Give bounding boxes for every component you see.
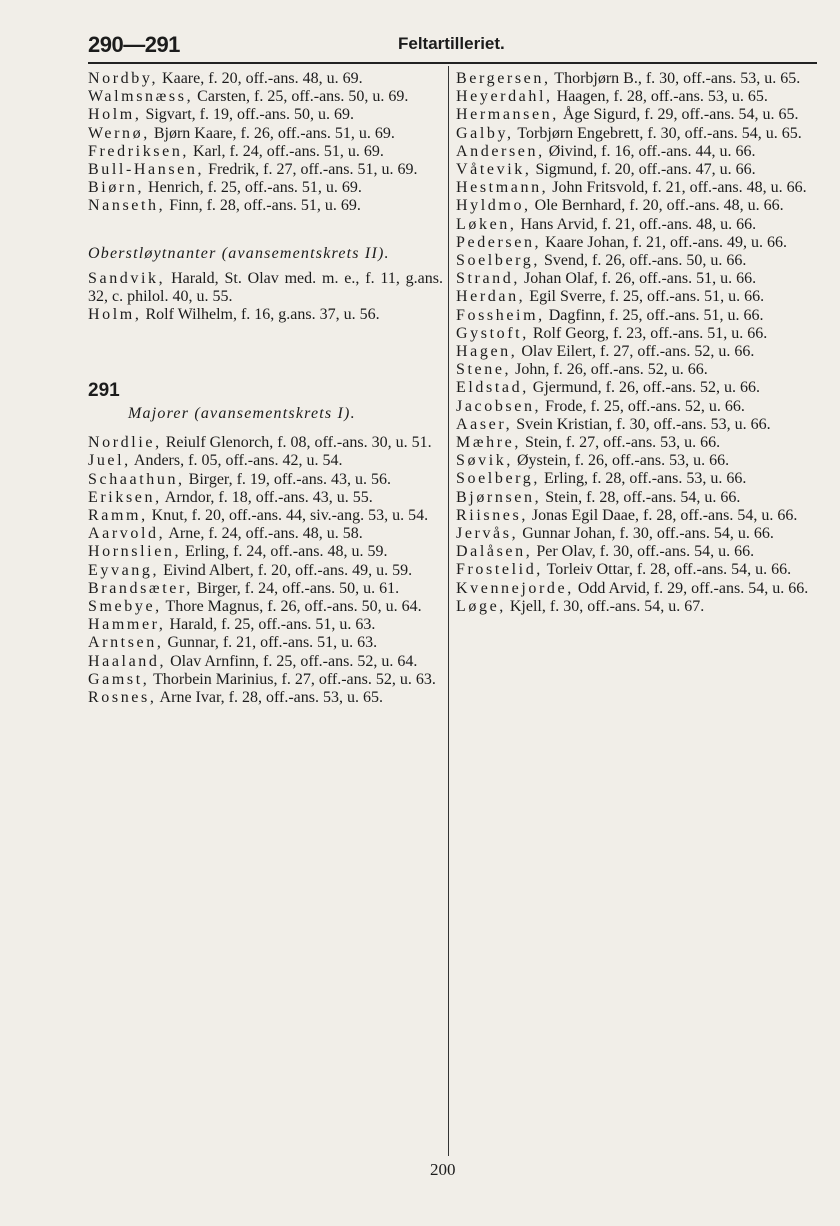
entry-surname: Løken, <box>456 215 517 233</box>
entry-surname: Ramm, <box>88 507 148 525</box>
entry-details: Birger, f. 24, off.-ans. 50, u. 61. <box>192 579 400 597</box>
list-item <box>88 161 443 179</box>
list-item <box>456 580 813 598</box>
entry-details: Rolf Wilhelm, f. 16, g.ans. 37, u. 56. <box>141 306 380 324</box>
entry-details: Haagen, f. 28, off.-ans. 53, u. 65. <box>552 88 768 106</box>
entry-surname: Stene, <box>456 361 512 379</box>
list-item <box>88 525 443 543</box>
entry-details: Svein Kristian, f. 30, off.-ans. 53, u. 66. <box>512 415 771 433</box>
list-item <box>456 252 813 270</box>
entry-details: Øivind, f. 16, off.-ans. 44, u. 66. <box>544 142 756 160</box>
entry-details: Gunnar Johan, f. 30, off.-ans. 54, u. 66. <box>518 525 774 543</box>
list-item <box>456 343 813 361</box>
list-item <box>456 398 813 416</box>
entry-details: Jonas Egil Daae, f. 28, off.-ans. 54, u. 66. <box>527 506 798 524</box>
list-item <box>456 598 813 616</box>
entry-surname: Nordlie, <box>88 434 162 452</box>
entry-surname: Biørn, <box>88 179 145 197</box>
list-item <box>88 179 443 197</box>
list-item <box>88 471 443 489</box>
entry-surname: Hammer, <box>88 616 166 634</box>
list-item <box>456 179 813 197</box>
entry-surname: Holm, <box>88 106 142 124</box>
list-item <box>456 561 813 579</box>
list-item <box>456 143 813 161</box>
entry-surname: Pedersen, <box>456 233 542 251</box>
entry-details: Torbjørn Engebrett, f. 30, off.-ans. 54, u. 65. <box>513 124 802 142</box>
left-column <box>88 70 443 707</box>
list-item <box>88 452 443 470</box>
entry-surname: Nanseth, <box>88 197 166 215</box>
entry-surname: Herdan, <box>456 288 526 306</box>
entry-list-majorer <box>88 434 443 707</box>
entry-surname: Andersen, <box>456 142 545 160</box>
entry-details: Arndor, f. 18, off.-ans. 43, u. 55. <box>161 488 373 506</box>
column-divider <box>448 66 449 1156</box>
entry-surname: Jervås, <box>456 525 519 543</box>
entry-details: Olav Arnfinn, f. 25, off.-ans. 52, u. 64. <box>166 652 418 670</box>
entry-details: Harald, St. Olav med. m. e., f. 11, g.ans. 32, c. philol. 40, u. 55. <box>88 269 443 305</box>
entry-surname: Hornslien, <box>88 543 182 561</box>
page-folio: 200 <box>430 1160 456 1179</box>
entry-list-right <box>456 70 813 616</box>
entry-details: Fredrik, f. 27, off.-ans. 51, u. 69. <box>204 161 418 179</box>
entry-surname: Holm, <box>88 306 142 324</box>
entry-details: Hans Arvid, f. 21, off.-ans. 48, u. 66. <box>516 215 757 233</box>
entry-details: Frode, f. 25, off.-ans. 52, u. 66. <box>541 397 745 415</box>
entry-surname: Brandsæter, <box>88 579 193 597</box>
entry-details: Gjermund, f. 26, off.-ans. 52, u. 66. <box>528 379 761 397</box>
entry-surname: Aaser, <box>456 415 513 433</box>
entry-details: Kjell, f. 30, off.-ans. 54, u. 67. <box>505 597 705 615</box>
entry-details: Bjørn Kaare, f. 26, off.-ans. 51, u. 69. <box>149 124 395 142</box>
list-item <box>456 379 813 397</box>
entry-details: Stein, f. 27, off.-ans. 53, u. 66. <box>520 434 721 452</box>
entry-details: Erling, f. 24, off.-ans. 48, u. 59. <box>181 543 388 561</box>
entry-surname: Aarvold, <box>88 525 166 543</box>
entry-details: Sigmund, f. 20, off.-ans. 47, u. 66. <box>531 161 756 179</box>
entry-details: Arne Ivar, f. 28, off.-ans. 53, u. 65. <box>156 689 384 707</box>
entry-surname: Galby, <box>456 124 514 142</box>
entry-details: Arne, f. 24, off.-ans. 48, u. 58. <box>165 525 363 543</box>
entry-surname: Sandvik, <box>88 269 166 287</box>
entry-details: Reiulf Glenorch, f. 08, off.-ans. 30, u. 51. <box>161 434 432 452</box>
entry-surname: Walmsnæss, <box>88 88 194 106</box>
entry-details: Egil Sverre, f. 25, off.-ans. 51, u. 66. <box>525 288 765 306</box>
entry-details: Stein, f. 28, off.-ans. 54, u. 66. <box>541 488 741 506</box>
entry-details: Svend, f. 26, off.-ans. 50, u. 66. <box>540 252 747 270</box>
entry-surname: Schaathun, <box>88 470 185 488</box>
running-title: Feltartilleriet. <box>398 34 505 53</box>
entry-surname: Gamst, <box>88 670 150 688</box>
entry-details: Sigvart, f. 19, off.-ans. 50, u. 69. <box>141 106 355 124</box>
entry-details: Erling, f. 28, off.-ans. 53, u. 66. <box>540 470 747 488</box>
entry-details: Thorbein Marinius, f. 27, off.-ans. 52, u. 63. <box>149 670 436 688</box>
entry-surname: Fossheim, <box>456 306 545 324</box>
list-item <box>88 543 443 561</box>
list-item <box>456 197 813 215</box>
entry-details: Anders, f. 05, off.-ans. 42, u. 54. <box>130 452 343 470</box>
entry-details: Birger, f. 19, off.-ans. 43, u. 56. <box>184 470 391 488</box>
list-item <box>88 653 443 671</box>
entry-details: Kaare, f. 20, off.-ans. 48, u. 69. <box>158 70 363 87</box>
entry-details: Carsten, f. 25, off.-ans. 50, u. 69. <box>193 88 409 106</box>
entry-surname: Eyvang, <box>88 561 160 579</box>
entry-surname: Eriksen, <box>88 488 162 506</box>
section-heading-majorer: Majorer (avansementskrets I). <box>128 405 356 423</box>
list-item <box>456 361 813 379</box>
entry-details: Ole Bernhard, f. 20, off.-ans. 48, u. 66. <box>530 197 784 215</box>
entry-details: Rolf Georg, f. 23, off.-ans. 51, u. 66. <box>528 324 768 342</box>
page-number: 290—291 <box>88 32 180 57</box>
entry-surname: Hestmann, <box>456 179 549 197</box>
entry-surname: Soelberg, <box>456 470 540 488</box>
entry-surname: Heyerdahl, <box>456 88 553 106</box>
entry-surname: Rosnes, <box>88 689 157 707</box>
list-item <box>456 70 813 88</box>
list-item <box>456 88 813 106</box>
entry-details: Olav Eilert, f. 27, off.-ans. 52, u. 66. <box>517 343 755 361</box>
entry-details: Øystein, f. 26, off.-ans. 53, u. 66. <box>512 452 730 470</box>
entry-surname: Hyldmo, <box>456 197 531 215</box>
entry-surname: Arntsen, <box>88 634 164 652</box>
entry-surname: Hermansen, <box>456 106 559 124</box>
list-item <box>88 125 443 143</box>
section-number: 291 <box>88 380 120 402</box>
list-item <box>88 70 443 88</box>
list-item <box>456 216 813 234</box>
entry-surname: Wernø, <box>88 124 150 142</box>
entry-list-colonels <box>88 70 443 216</box>
entry-details: John, f. 26, off.-ans. 52, u. 66. <box>511 361 708 379</box>
entry-details: Eivind Albert, f. 20, off.-ans. 49, u. 59. <box>159 561 413 579</box>
entry-surname: Søvik, <box>456 452 513 470</box>
entry-details: Thorbjørn B., f. 30, off.-ans. 53, u. 65. <box>550 70 801 87</box>
list-item <box>88 580 443 598</box>
entry-details: Knut, f. 20, off.-ans. 44, siv.-ang. 53, u. 54. <box>147 507 429 525</box>
list-item <box>456 416 813 434</box>
entry-surname: Dalåsen, <box>456 543 533 561</box>
header-rule <box>88 62 817 64</box>
entry-details: Finn, f. 28, off.-ans. 51, u. 69. <box>165 197 361 215</box>
entry-surname: Mæhre, <box>456 434 521 452</box>
entry-surname: Hagen, <box>456 343 518 361</box>
entry-surname: Våtevik, <box>456 161 532 179</box>
list-item <box>456 161 813 179</box>
list-item <box>456 507 813 525</box>
list-item <box>88 197 443 215</box>
entry-list-oberstloytnanter <box>88 270 443 325</box>
entry-details: Johan Olaf, f. 26, off.-ans. 51, u. 66. <box>519 270 757 288</box>
entry-details: Torleiv Ottar, f. 28, off.-ans. 54, u. 66. <box>542 561 792 579</box>
list-item <box>88 434 443 452</box>
entry-details: John Fritsvold, f. 21, off.-ans. 48, u. 66. <box>548 179 807 197</box>
list-item <box>456 125 813 143</box>
entry-surname: Frostelid, <box>456 561 543 579</box>
list-item <box>456 234 813 252</box>
right-column <box>456 70 813 616</box>
entry-details: Kaare Johan, f. 21, off.-ans. 49, u. 66. <box>541 233 788 251</box>
list-item <box>456 434 813 452</box>
entry-details: Odd Arvid, f. 29, off.-ans. 54, u. 66. <box>573 579 809 597</box>
entry-details: Dagfinn, f. 25, off.-ans. 51, u. 66. <box>544 306 764 324</box>
list-item <box>88 598 443 616</box>
entry-surname: Bergersen, <box>456 70 551 87</box>
list-item <box>88 306 443 324</box>
list-item <box>88 562 443 580</box>
page-header <box>88 32 818 62</box>
list-item <box>456 543 813 561</box>
list-item <box>456 325 813 343</box>
list-item <box>88 143 443 161</box>
entry-details: Per Olav, f. 30, off.-ans. 54, u. 66. <box>532 543 755 561</box>
entry-surname: Gystoft, <box>456 324 529 342</box>
entry-surname: Bjørnsen, <box>456 488 542 506</box>
entry-surname: Soelberg, <box>456 252 540 270</box>
entry-details: Thore Magnus, f. 26, off.-ans. 50, u. 64. <box>161 598 422 616</box>
entry-surname: Haaland, <box>88 652 167 670</box>
entry-surname: Juel, <box>88 452 131 470</box>
entry-surname: Jacobsen, <box>456 397 542 415</box>
entry-details: Gunnar, f. 21, off.-ans. 51, u. 63. <box>163 634 378 652</box>
entry-details: Harald, f. 25, off.-ans. 51, u. 63. <box>165 616 376 634</box>
list-item <box>88 507 443 525</box>
list-item <box>88 671 443 689</box>
entry-details: Karl, f. 24, off.-ans. 51, u. 69. <box>189 142 384 160</box>
list-item <box>456 270 813 288</box>
entry-surname: Eldstad, <box>456 379 529 397</box>
list-item <box>456 489 813 507</box>
list-item <box>88 634 443 652</box>
entry-surname: Strand, <box>456 270 520 288</box>
entry-surname: Kvennejorde, <box>456 579 574 597</box>
list-item <box>456 106 813 124</box>
list-item <box>88 270 443 306</box>
list-item <box>456 452 813 470</box>
list-item <box>456 525 813 543</box>
list-item <box>456 307 813 325</box>
section-heading-oberstloytnanter: Oberstløytnanter (avansementskrets II). <box>88 244 390 262</box>
list-item <box>88 88 443 106</box>
list-item <box>456 470 813 488</box>
entry-surname: Nordby, <box>88 70 159 87</box>
list-item <box>456 288 813 306</box>
entry-details: Åge Sigurd, f. 29, off.-ans. 54, u. 65. <box>558 106 799 124</box>
entry-surname: Løge, <box>456 597 506 615</box>
list-item <box>88 616 443 634</box>
list-item <box>88 689 443 707</box>
entry-surname: Fredriksen, <box>88 142 190 160</box>
list-item <box>88 489 443 507</box>
entry-details: Henrich, f. 25, off.-ans. 51, u. 69. <box>144 179 362 197</box>
entry-surname: Smebye, <box>88 598 162 616</box>
list-item <box>88 106 443 124</box>
entry-surname: Bull-Hansen, <box>88 161 205 179</box>
entry-surname: Riisnes, <box>456 506 528 524</box>
